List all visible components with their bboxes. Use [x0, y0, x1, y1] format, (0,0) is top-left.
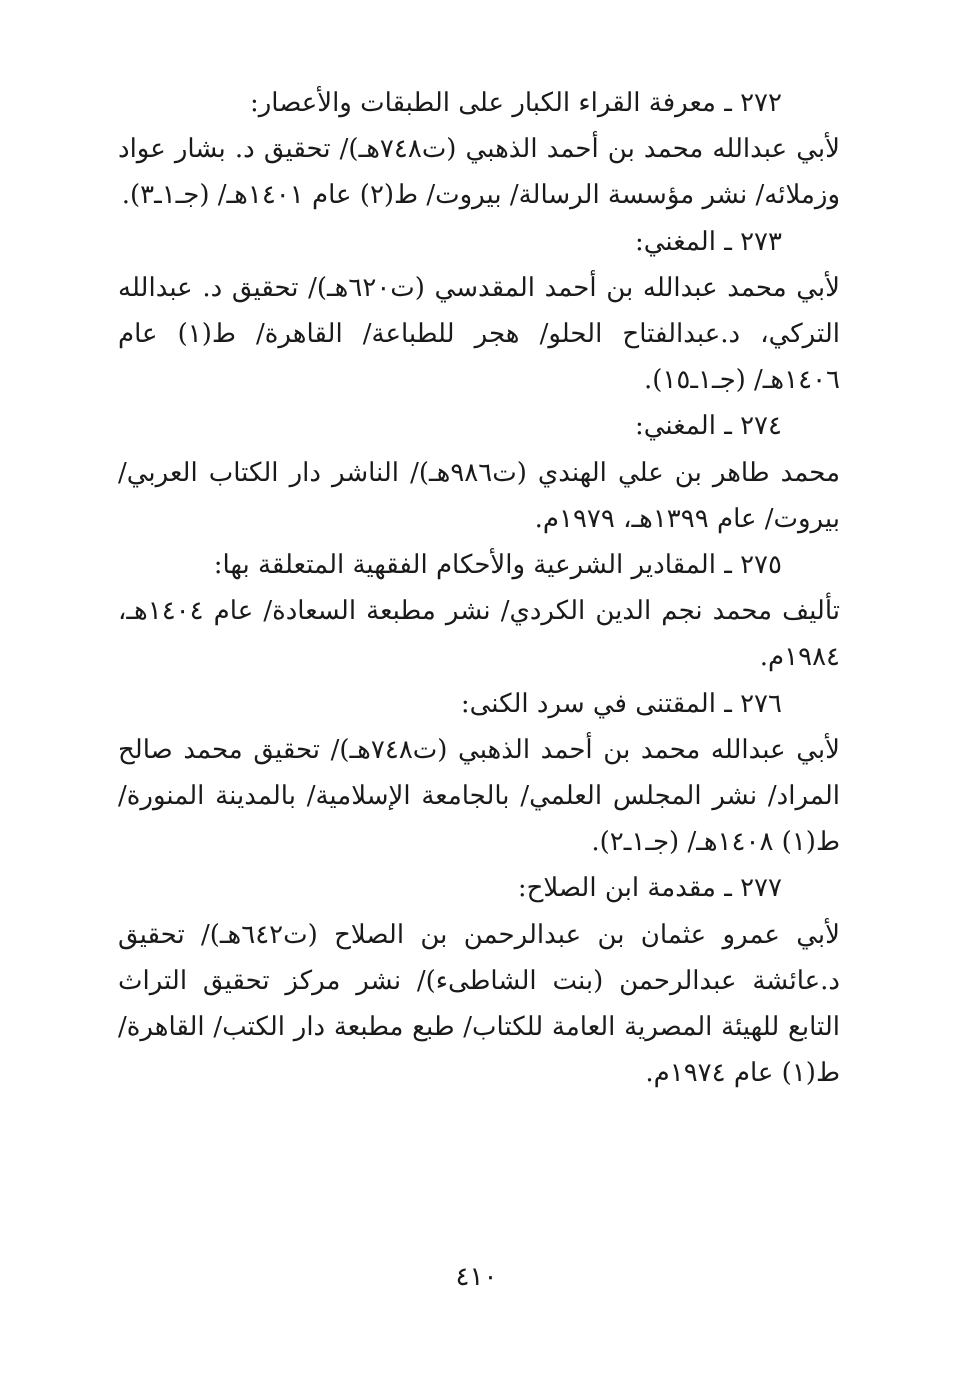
- entry-body: محمد طاهر بن علي الهندي (ت٩٨٦هـ)/ الناشر دار الكتاب العربي/ بيروت/ عام ١٣٩٩هـ، ١٩٧٩م.: [118, 457, 840, 534]
- entry-body: لأبي عمرو عثمان بن عبدالرحمن بن الصلاح (ت٦٤٢هـ)/ تحقيق د.عائشة عبدالرحمن (بنت الشاطىء)/ نشر مركز تحقيق التراث التابع للهيئة المصرية العامة للكتاب/ طبع مطبعة دار الكتب/ القاهرة/ ط(١) عام ١٩٧٤م.: [118, 919, 840, 1089]
- entry-body: لأبي عبدالله محمد بن أحمد الذهبي (ت٧٤٨هـ)/ تحقيق محمد صالح المراد/ نشر المجلس العلمي/ بالجامعة الإسلامية/ بالمدينة المنورة/ ط(١) ١٤٠٨هـ/ (جـ١ـ٢).: [118, 734, 840, 858]
- entry-title: ٢٧٢ ـ معرفة القراء الكبار على الطبقات والأعصار:: [249, 88, 782, 118]
- entry-body: لأبي محمد عبدالله بن أحمد المقدسي (ت٦٢٠هـ)/ تحقيق د. عبدالله التركي، د.عبدالفتاح الحلو/ هجر للطباعة/ القاهرة/ ط(١) عام ١٤٠٦هـ/ (جـ١ـ١٥).: [118, 272, 840, 396]
- page-number: ٤١٠: [455, 1262, 498, 1292]
- entry-body: تأليف محمد نجم الدين الكردي/ نشر مطبعة السعادة/ عام ١٤٠٤هـ، ١٩٨٤م.: [118, 596, 840, 673]
- bibliography-entry-274: [118, 403, 840, 542]
- entry-body: لأبي عبدالله محمد بن أحمد الذهبي (ت٧٤٨هـ)/ تحقيق د. بشار عواد وزملائه/ نشر مؤسسة الرسالة/ بيروت/ ط(٢) عام ١٤٠١هـ/ (جـ١ـ٣).: [118, 134, 840, 211]
- bibliography-list: [118, 80, 840, 1096]
- bibliography-entry-273: [118, 219, 840, 404]
- bibliography-entry-276: [118, 681, 840, 866]
- bibliography-entry-272: [118, 80, 840, 219]
- entry-title: ٢٧٥ ـ المقادير الشرعية والأحكام الفقهية المتعلقة بها:: [213, 550, 782, 581]
- entry-title: ٢٧٧ ـ مقدمة ابن الصلاح:: [517, 873, 782, 904]
- bibliography-entry-277: [118, 865, 840, 1096]
- entry-title: ٢٧٦ ـ المقتنى في سرد الكنى:: [460, 688, 782, 719]
- entry-title: ٢٧٣ ـ المغني:: [634, 226, 782, 257]
- bibliography-entry-275: [118, 542, 840, 681]
- entry-title: ٢٧٤ ـ المغني:: [634, 411, 782, 442]
